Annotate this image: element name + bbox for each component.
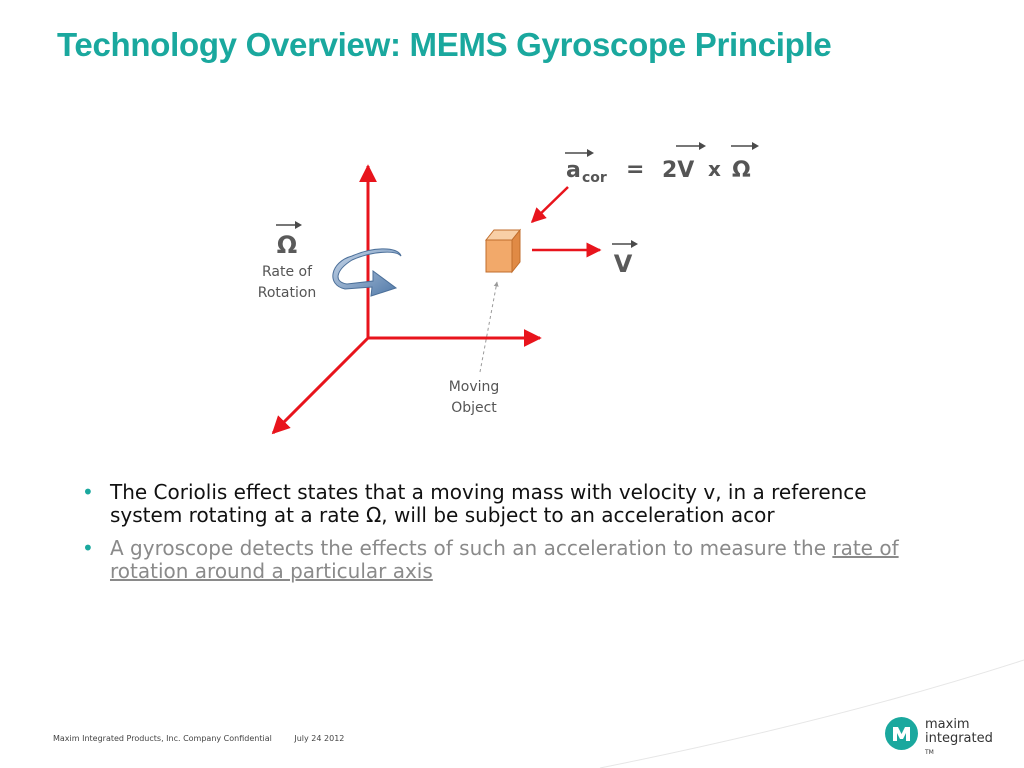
maxim-logo-icon xyxy=(885,717,918,750)
svg-text:a: a xyxy=(566,158,581,183)
svg-text:=: = xyxy=(626,157,645,182)
bullet-text: A gyroscope detects the effects of such an acceleration to measure the xyxy=(110,536,826,560)
svg-text:Ω: Ω xyxy=(276,231,298,259)
moving-label: Moving xyxy=(448,379,500,395)
rate-label: Rate of xyxy=(261,264,313,280)
rotation-label: Rotation xyxy=(257,285,317,301)
bullet-dot-icon: • xyxy=(82,480,94,504)
svg-text:2V: 2V xyxy=(662,158,695,183)
svg-text:x: x xyxy=(708,157,721,181)
slide-title: Technology Overview: MEMS Gyroscope Principle xyxy=(57,26,832,63)
footer xyxy=(53,734,344,743)
maxim-logo-text: maxim integrated TM xyxy=(925,717,993,756)
maxim-logo xyxy=(885,716,1010,756)
bullet-dot-icon: • xyxy=(82,536,94,560)
footer-date: July 24 2012 xyxy=(294,734,345,743)
rate-of-rotation-link[interactable]: rate of rotation around a particular axis xyxy=(110,536,899,583)
object-label: Object xyxy=(451,400,497,416)
svg-text:V: V xyxy=(613,250,633,278)
svg-text:cor: cor xyxy=(582,170,607,186)
footer-company: Maxim Integrated Products, Inc. Company Confidential xyxy=(53,734,272,743)
svg-text:Ω: Ω xyxy=(732,158,751,183)
bullet-text: The Coriolis effect states that a moving mass with velocity v, in a reference system rotating at a rate Ω, will be subject to an acceleration acor xyxy=(110,480,867,527)
